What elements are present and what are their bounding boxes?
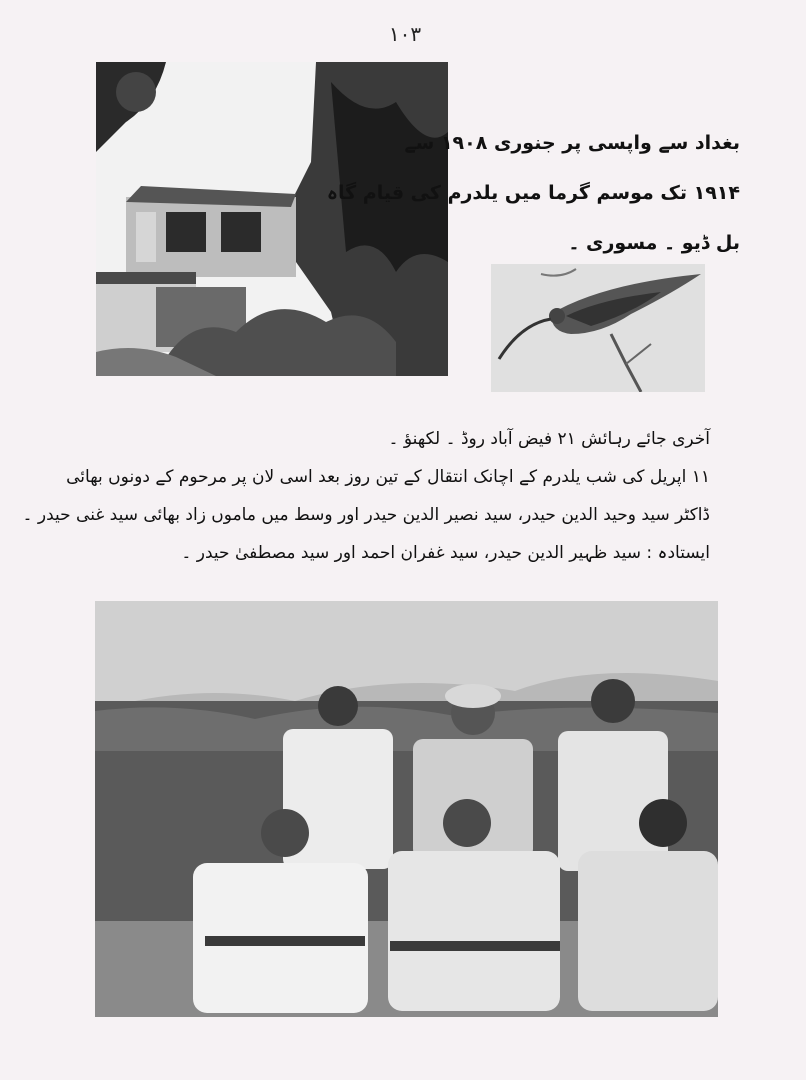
top-caption-line: ۱۹۱۴ تک موسم گرما میں یلدرم کی قیام گاہ [326,182,740,204]
page-number: ۱۰۳ [388,22,422,46]
house-photo [96,62,448,376]
top-caption [326,118,740,268]
bird-illustration [491,264,705,392]
middle-caption-line: ۱۱ اپریل کی شب یلدرم کے اچانک انتقال کے تین روز بعد اسی لان پر مرحوم کے دونوں بھائی [66,467,710,487]
middle-caption [22,420,710,572]
group-photo [95,601,718,1017]
middle-caption-line: ایستادہ : سید ظہیر الدین حیدر، سید غفران احمد اور سید مصطفیٰ حیدر ۔ [181,543,710,563]
top-caption-line: بل ڈیو ۔ مسوری ۔ [568,232,740,254]
middle-caption-line: آخری جائے رہائش ۲۱ فیض آباد روڈ ۔ لکھنؤ ۔ [388,429,710,449]
middle-caption-line: ڈاکٹر سید وحید الدین حیدر، سید نصیر الدین حیدر اور وسط میں ماموں زاد بھائی سید غنی حیدر ۔ [22,505,710,525]
top-caption-line: بغداد سے واپسی پر جنوری ۱۹۰۸ سے [404,132,740,154]
